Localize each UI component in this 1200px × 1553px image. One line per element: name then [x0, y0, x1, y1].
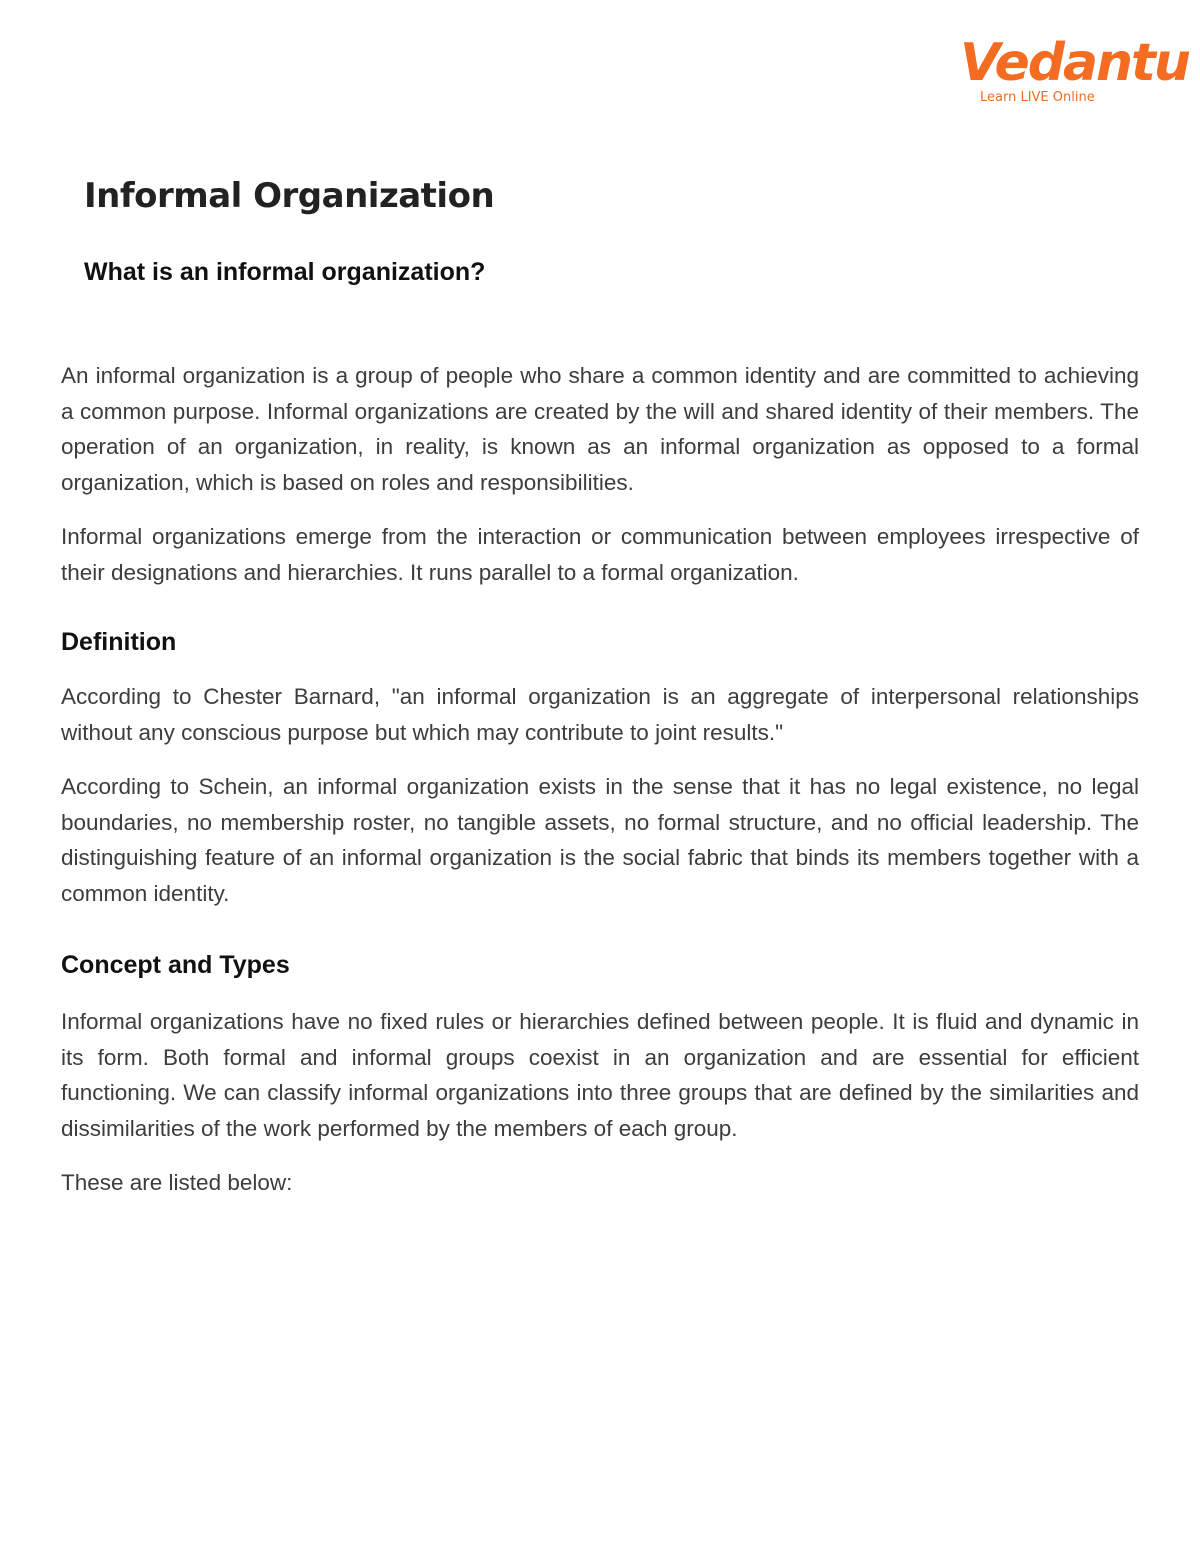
intro-paragraph-1: An informal organization is a group of people who share a common identity and are committed to achieving a common purpose. Informal organizations are created by the will and shared identity of their members. The operation of an organization, in reality, is known as an informal organization as opposed to a formal organization, which is based on roles and responsibilities.: [61, 363, 1139, 495]
section-heading-concept-types: Concept and Types: [61, 951, 290, 979]
section-heading-definition: Definition: [61, 628, 177, 656]
intro-paragraph-2: Informal organizations emerge from the interaction or communication between employees irrespective of their designations and hierarchies. It runs parallel to a formal organization.: [61, 524, 1139, 585]
concept-paragraph-2: These are listed below:: [61, 1170, 293, 1195]
logo-wordmark: Vedantu: [960, 33, 1189, 93]
document-body: [61, 358, 1139, 1201]
page-title: Informal Organization: [84, 176, 495, 216]
section-heading-what-is: What is an informal organization?: [84, 258, 486, 286]
vedantu-logo: [958, 32, 1189, 112]
logo-tagline: Learn LIVE Online: [980, 90, 1095, 105]
definition-paragraph-1: According to Chester Barnard, "an informal organization is an aggregate of interpersonal relationships without any conscious purpose but which may contribute to joint results.": [61, 684, 1139, 745]
definition-paragraph-2: According to Schein, an informal organization exists in the sense that it has no legal existence, no legal boundaries, no membership roster, no tangible assets, no formal structure, and no official leadership. The distinguishing feature of an informal organization is the social fabric that binds its members together with a common identity.: [61, 774, 1139, 906]
concept-paragraph-1: Informal organizations have no fixed rules or hierarchies defined between people. It is fluid and dynamic in its form. Both formal and informal groups coexist in an organization and are essential for efficient functioning. We can classify informal organizations into three groups that are defined by the similarities and dissimilarities of the work performed by the members of each group.: [61, 1009, 1139, 1141]
